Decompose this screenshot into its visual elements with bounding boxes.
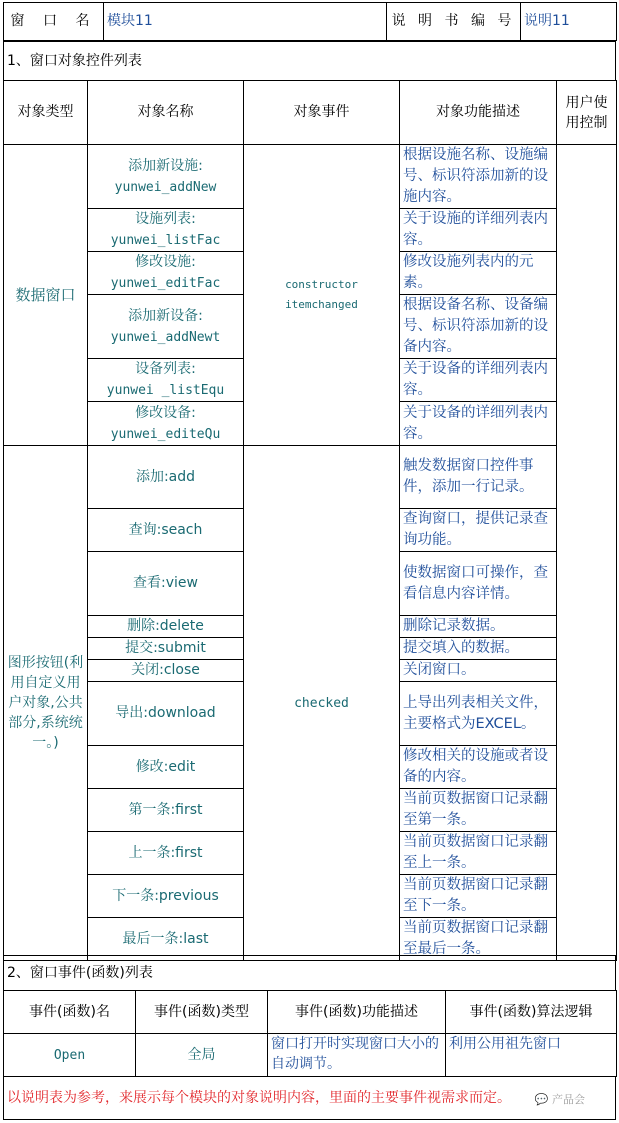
table-row [88,359,244,402]
object-en-name: yunwei_editFac [110,276,221,291]
group2-type: 图形按钮(利用自定义用户对象,公共部分,系统统一。) [4,446,88,961]
event-desc: 窗口打开时实现窗口大小的自动调节。 [268,1034,446,1077]
table-row: 提交:submit [88,638,244,660]
section2-title-table [3,955,616,991]
object-cn-name: 添加新设备: [128,307,203,324]
chat-bubble-icon: 💬 [534,1093,549,1106]
col-header-name: 对象名称 [88,81,244,145]
table-row: 最后一条:last [88,918,244,961]
section1-title-table [3,41,616,81]
table-row: 删除:delete [88,616,244,638]
object-desc: 删除记录数据。 [400,616,557,638]
section1-title: 1、窗口对象控件列表 [4,42,616,81]
object-table [3,80,617,961]
table-row [88,402,244,446]
object-desc: 触发数据窗口控件事件，添加一行记录。 [400,446,557,509]
table-row: 上一条:first [88,832,244,875]
object-en-name: yunwei_listFac [110,233,221,248]
table-row: 修改:edit [88,746,244,789]
object-desc: 关于设备的详细列表内容。 [400,359,557,402]
object-desc: 修改相关的设施或者设备的内容。 [400,746,557,789]
window-label: 窗 口 名 [4,3,104,41]
col-header-desc: 对象功能描述 [400,81,557,145]
window-value: 模块11 [104,3,387,41]
table-row: 下一条:previous [88,875,244,918]
object-desc: 提交填入的数据。 [400,638,557,660]
table-row [88,252,244,295]
object-desc: 关于设备的详细列表内容。 [400,402,557,446]
event-col-logic: 事件(函数)算法逻辑 [446,991,617,1034]
object-cn-name: 设施列表: [135,211,196,227]
object-cn-name: 修改设施: [135,254,196,270]
section2-title: 2、窗口事件(函数)列表 [4,956,616,991]
event-logic: 利用公用祖先窗口 [446,1034,617,1077]
object-en-name: yunwei_editeQu [110,426,221,442]
object-desc: 根据设备名称、设备编号、标识符添加新的设备内容。 [400,295,557,359]
group2-event: checked [244,446,400,961]
object-desc: 关闭窗口。 [400,660,557,682]
object-cn-name: 添加新设施: [128,157,203,174]
table-row: 添加:add [88,446,244,509]
event-table [3,990,617,1077]
object-desc: 关于设施的详细列表内容。 [400,209,557,252]
object-desc: 当前页数据窗口记录翻至第一条。 [400,789,557,832]
note-text: 以说明表为参考，来展示每个模块的对象说明内容，里面的主要事件视需求而定。 [4,1077,616,1120]
group1-type: 数据窗口 [4,145,88,446]
col-header-event: 对象事件 [244,81,400,145]
event-col-name: 事件(函数)名 [4,991,136,1034]
watermark [535,1091,585,1107]
object-en-name: yunwei _listEqu [106,383,225,398]
table-row [88,145,244,209]
table-row: 查看:view [88,552,244,616]
doc-label: 说 明 书 编 号 [387,3,521,41]
event-itemchanged: itemchanged [285,298,358,311]
event-type: 全局 [136,1034,268,1077]
table-row [88,209,244,252]
control-column [557,145,617,961]
object-desc: 当前页数据窗口记录翻至最后一条。 [400,918,557,961]
object-cn-name: 修改设备: [135,404,196,421]
doc-value: 说明11 [521,3,617,41]
event-col-type: 事件(函数)类型 [136,991,268,1034]
group1-events [244,145,400,446]
object-desc: 使数据窗口可操作，查看信息内容详情。 [400,552,557,616]
event-col-desc: 事件(函数)功能描述 [268,991,446,1034]
table-row: 查询:seach [88,509,244,552]
object-desc: 查询窗口，提供记录查询功能。 [400,509,557,552]
note-table [3,1076,616,1120]
object-en-name: yunwei_addNew [114,179,217,195]
object-desc: 当前页数据窗口记录翻至下一条。 [400,875,557,918]
object-desc: 根据设施名称、设施编号、标识符添加新的设施内容。 [400,145,557,209]
table-row: 关闭:close [88,660,244,682]
object-desc: 当前页数据窗口记录翻至上一条。 [400,832,557,875]
object-desc: 修改设施列表内的元素。 [400,252,557,295]
col-header-type: 对象类型 [4,81,88,145]
event-constructor: constructor [285,278,358,291]
object-en-name: yunwei_addNewt [110,329,221,345]
header-table [3,2,617,41]
col-header-control: 用户使用控制 [557,81,617,145]
table-row: 第一条:first [88,789,244,832]
watermark-text: 产品会 [552,1093,585,1106]
table-row [88,295,244,359]
object-desc: 上导出列表相关文件，主要格式为EXCEL。 [400,682,557,746]
event-name: Open [4,1034,136,1077]
object-cn-name: 设备列表: [135,361,196,377]
table-row: 导出:download [88,682,244,746]
